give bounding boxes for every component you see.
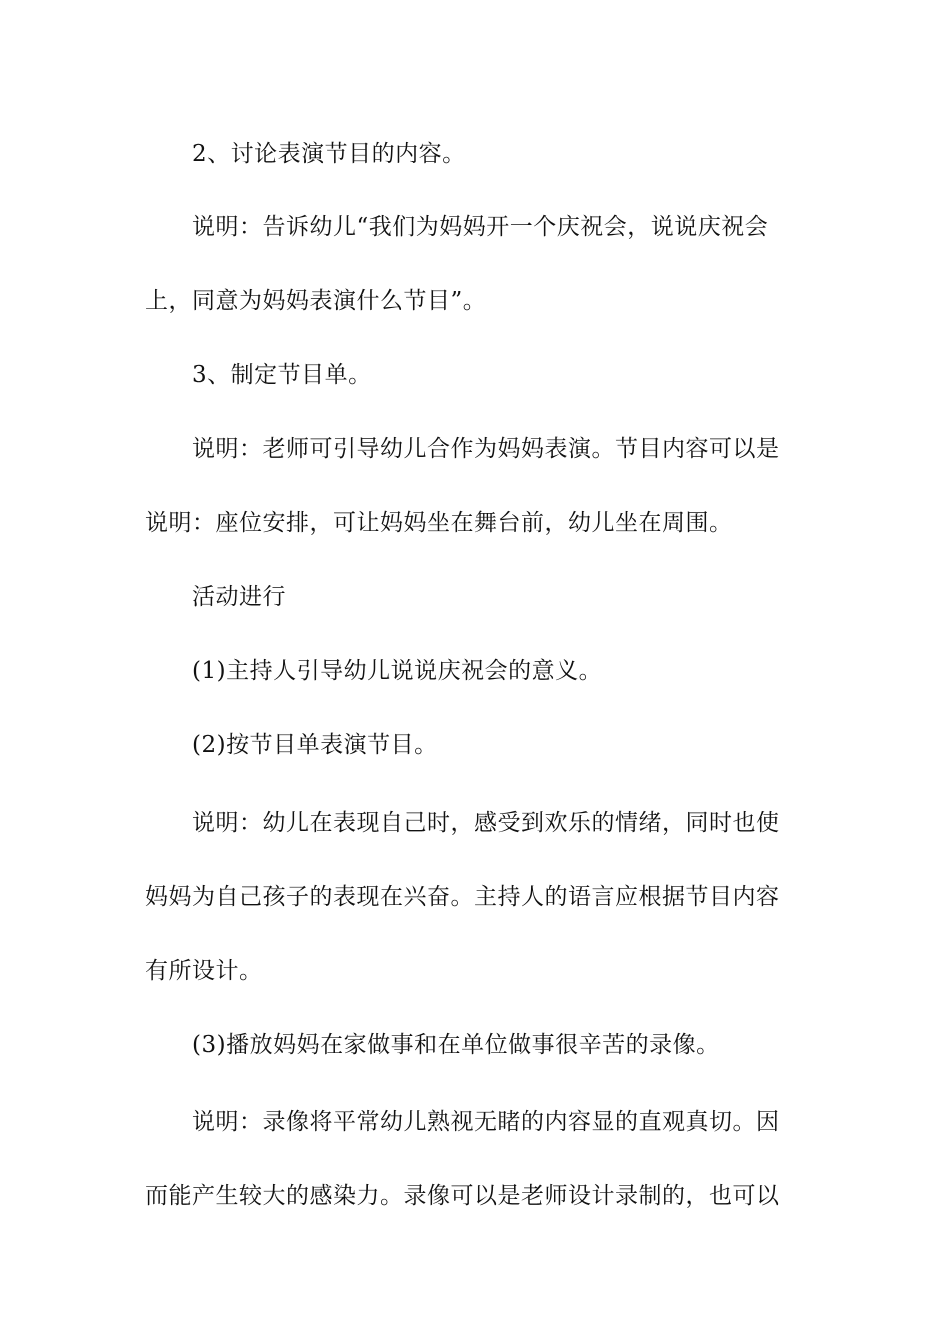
- text-line: (2)按节目单表演节目。: [192, 732, 438, 758]
- text-line: 2、讨论表演节目的内容。: [192, 141, 466, 167]
- text-line: 说明：老师可引导幼儿合作为妈妈表演。节目内容可以是: [192, 436, 780, 462]
- text-line: 活动进行: [192, 584, 286, 610]
- text-line: (1)主持人引导幼儿说说庆祝会的意义。: [192, 658, 603, 684]
- text-line: 说明：告诉幼儿“我们为妈妈开一个庆祝会，说说庆祝会: [192, 214, 769, 240]
- text-line: 说明：录像将平常幼儿熟视无睹的内容显的直观真切。因: [192, 1109, 780, 1135]
- text-line: 妈妈为自己孩子的表现在兴奋。主持人的语言应根据节目内容: [145, 884, 780, 910]
- text-line: 说明：座位安排，可让妈妈坐在舞台前，幼儿坐在周围。: [145, 510, 733, 536]
- text-line: 说明：幼儿在表现自己时，感受到欢乐的情绪，同时也使: [192, 810, 780, 836]
- text-line: (3)播放妈妈在家做事和在单位做事很辛苦的录像。: [192, 1032, 720, 1058]
- text-line: 而能产生较大的感染力。录像可以是老师设计录制的，也可以: [145, 1183, 780, 1209]
- text-line: 上，同意为妈妈表演什么节目”。: [145, 288, 487, 314]
- text-line: 有所设计。: [145, 958, 263, 984]
- text-line: 3、制定节目单。: [192, 362, 372, 388]
